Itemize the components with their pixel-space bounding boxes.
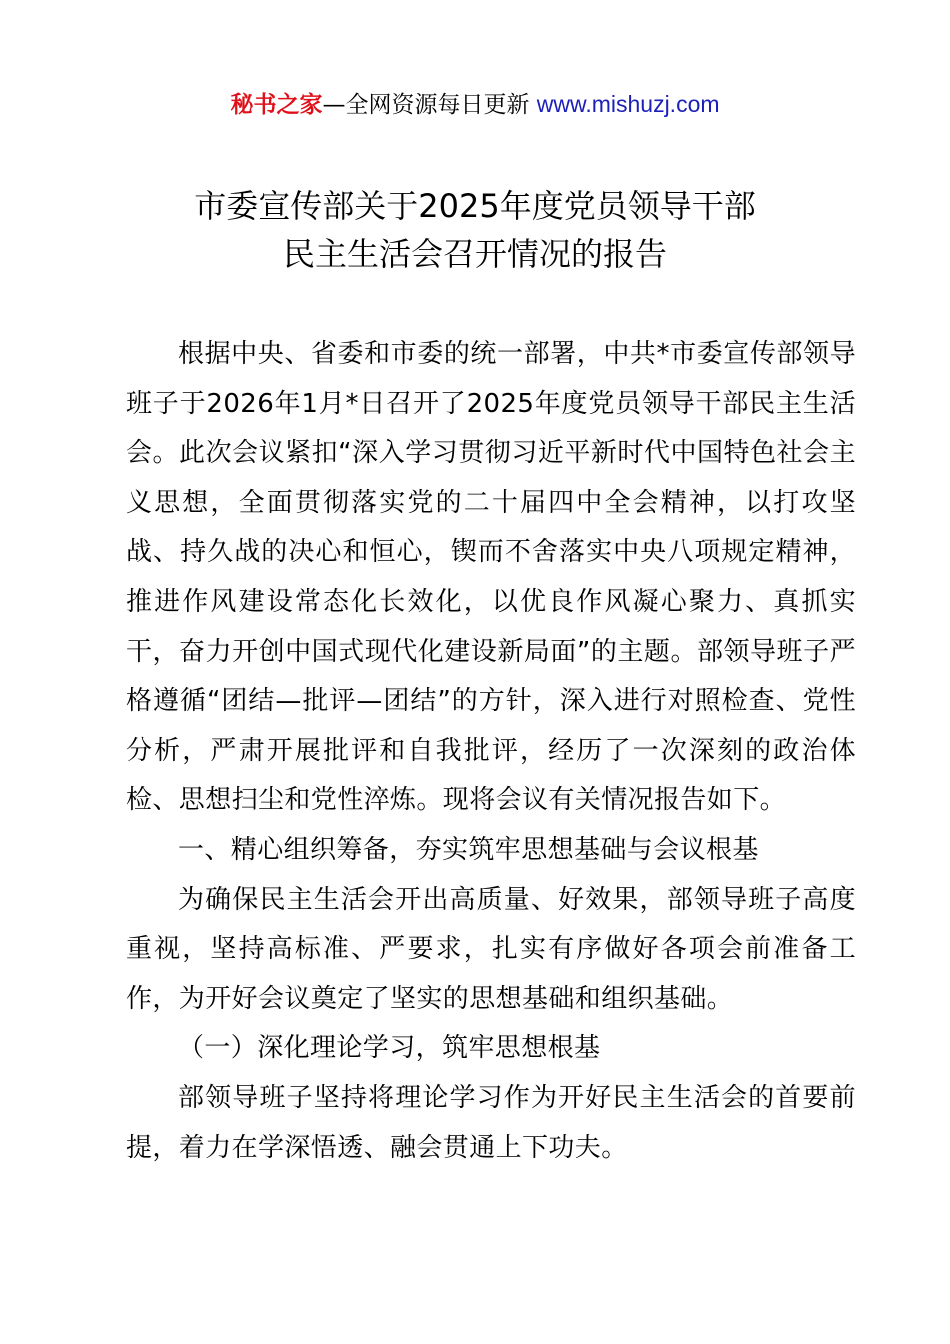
section-heading-1: 一、精心组织筹备，夯实筑牢思想基础与会议根基: [178, 834, 759, 865]
site-url-link[interactable]: www.mishuzj.com: [536, 91, 720, 117]
paragraph-intro: 根据中央、省委和市委的统一部署，中共*市委宣传部领导班子于2026年1月*日召开了2025年度党员领导干部民主生活会。此次会议紧扣“深入学习贯彻习近平新时代中国特色社会主义思想，全面贯彻落实党的二十届四中全会精神，以打攻坚战、持久战的决心和恒心，锲而不舍落实中央八项规定精神，推进作风建设常态化长效化，以优良作风凝心聚力、真抓实干，奋力开创中国式现代化建设新局面”的主题。部领导班子严格遵循“团结—批评—团结”的方针，深入进行对照检查、党性分析，严肃开展批评和自我批评，经历了一次深刻的政治体检、思想扫尘和党性淬炼。现将会议有关情况报告如下。: [126, 339, 856, 816]
paragraph-section-1: 为确保民主生活会开出高质量、好效果，部领导班子高度重视，坚持高标准、严要求，扎实有序做好各项会前准备工作，为开好会议奠定了坚实的思想基础和组织基础。: [126, 884, 856, 1014]
brand-name: 秘书之家: [230, 92, 323, 118]
title-line-1: 市委宣传部关于2025年度党员领导干部: [194, 187, 756, 225]
paragraph-subsection-1: 部领导班子坚持将理论学习作为开好民主生活会的首要前提，着力在学深悟透、融会贯通上下功夫。: [126, 1082, 856, 1163]
site-header: [0, 88, 950, 121]
document-title: [60, 182, 890, 278]
header-slogan: —全网资源每日更新: [322, 92, 537, 118]
subsection-heading-1: （一）深化理论学习，筑牢思想根基: [178, 1033, 601, 1064]
document-body: [126, 330, 856, 1173]
title-line-2: 民主生活会召开情况的报告: [282, 235, 667, 273]
